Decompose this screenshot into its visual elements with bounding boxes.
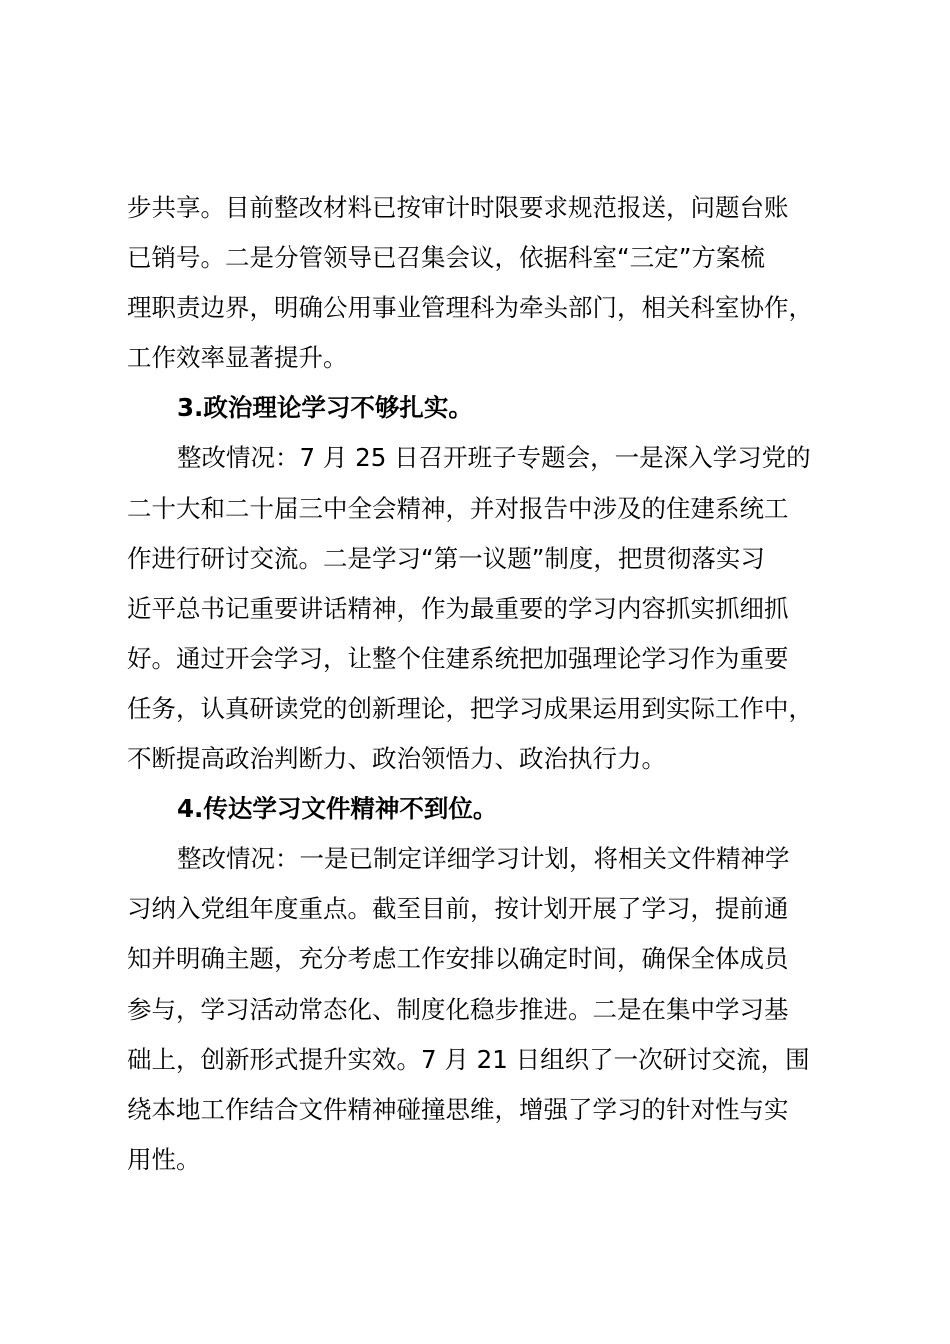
continuation-paragraph	[127, 183, 857, 383]
document-page	[127, 183, 857, 1185]
text-line: 已销号。二是分管领导已召集会议，依据科室“三定”方案梳	[127, 243, 765, 273]
section-4	[127, 784, 857, 1185]
text-line: 工作效率显著提升。	[127, 343, 348, 373]
section-heading: 4.传达学习文件精神不到位。	[177, 794, 498, 824]
text-line: 步共享。目前整改材料已按审计时限要求规范报送，问题台账	[127, 193, 789, 222]
text-line: 础上，创新形式提升实效。7 月 21 日组织了一次研讨交流，围	[127, 1044, 810, 1074]
text-line: 用性。	[127, 1144, 201, 1174]
text-line: 二十大和二十届三中全会精神，并对报告中涉及的住建系统工	[127, 493, 789, 523]
text-line: 整改情况：一是已制定详细学习计划，将相关文件精神学	[177, 844, 790, 874]
section-3	[127, 383, 857, 784]
text-line: 不断提高政治判断力、政治领悟力、政治执行力。	[127, 744, 666, 774]
section-heading: 3.政治理论学习不够扎实。	[177, 393, 473, 423]
text-line: 参与，学习活动常态化、制度化稳步推进。二是在集中学习基	[127, 994, 789, 1024]
text-line: 习纳入党组年度重点。截至目前，按计划开展了学习，提前通	[127, 894, 789, 924]
text-line: 理职责边界，明确公用事业管理科为牵头部门，相关科室协作，	[127, 293, 813, 323]
text-line: 好。通过开会学习，让整个住建系统把加强理论学习作为重要	[127, 643, 789, 673]
text-line: 近平总书记重要讲话精神，作为最重要的学习内容抓实抓细抓	[127, 593, 789, 623]
text-line: 整改情况：7 月 25 日召开班子专题会，一是深入学习党的	[177, 443, 811, 473]
text-line: 知并明确主题，充分考虑工作安排以确定时间，确保全体成员	[127, 944, 789, 974]
text-line: 绕本地工作结合文件精神碰撞思维，增强了学习的针对性与实	[127, 1094, 789, 1124]
text-line: 作进行研讨交流。二是学习“第一议题”制度，把贯彻落实习	[127, 543, 765, 573]
text-line: 任务，认真研读党的创新理论，把学习成果运用到实际工作中，	[127, 693, 813, 723]
